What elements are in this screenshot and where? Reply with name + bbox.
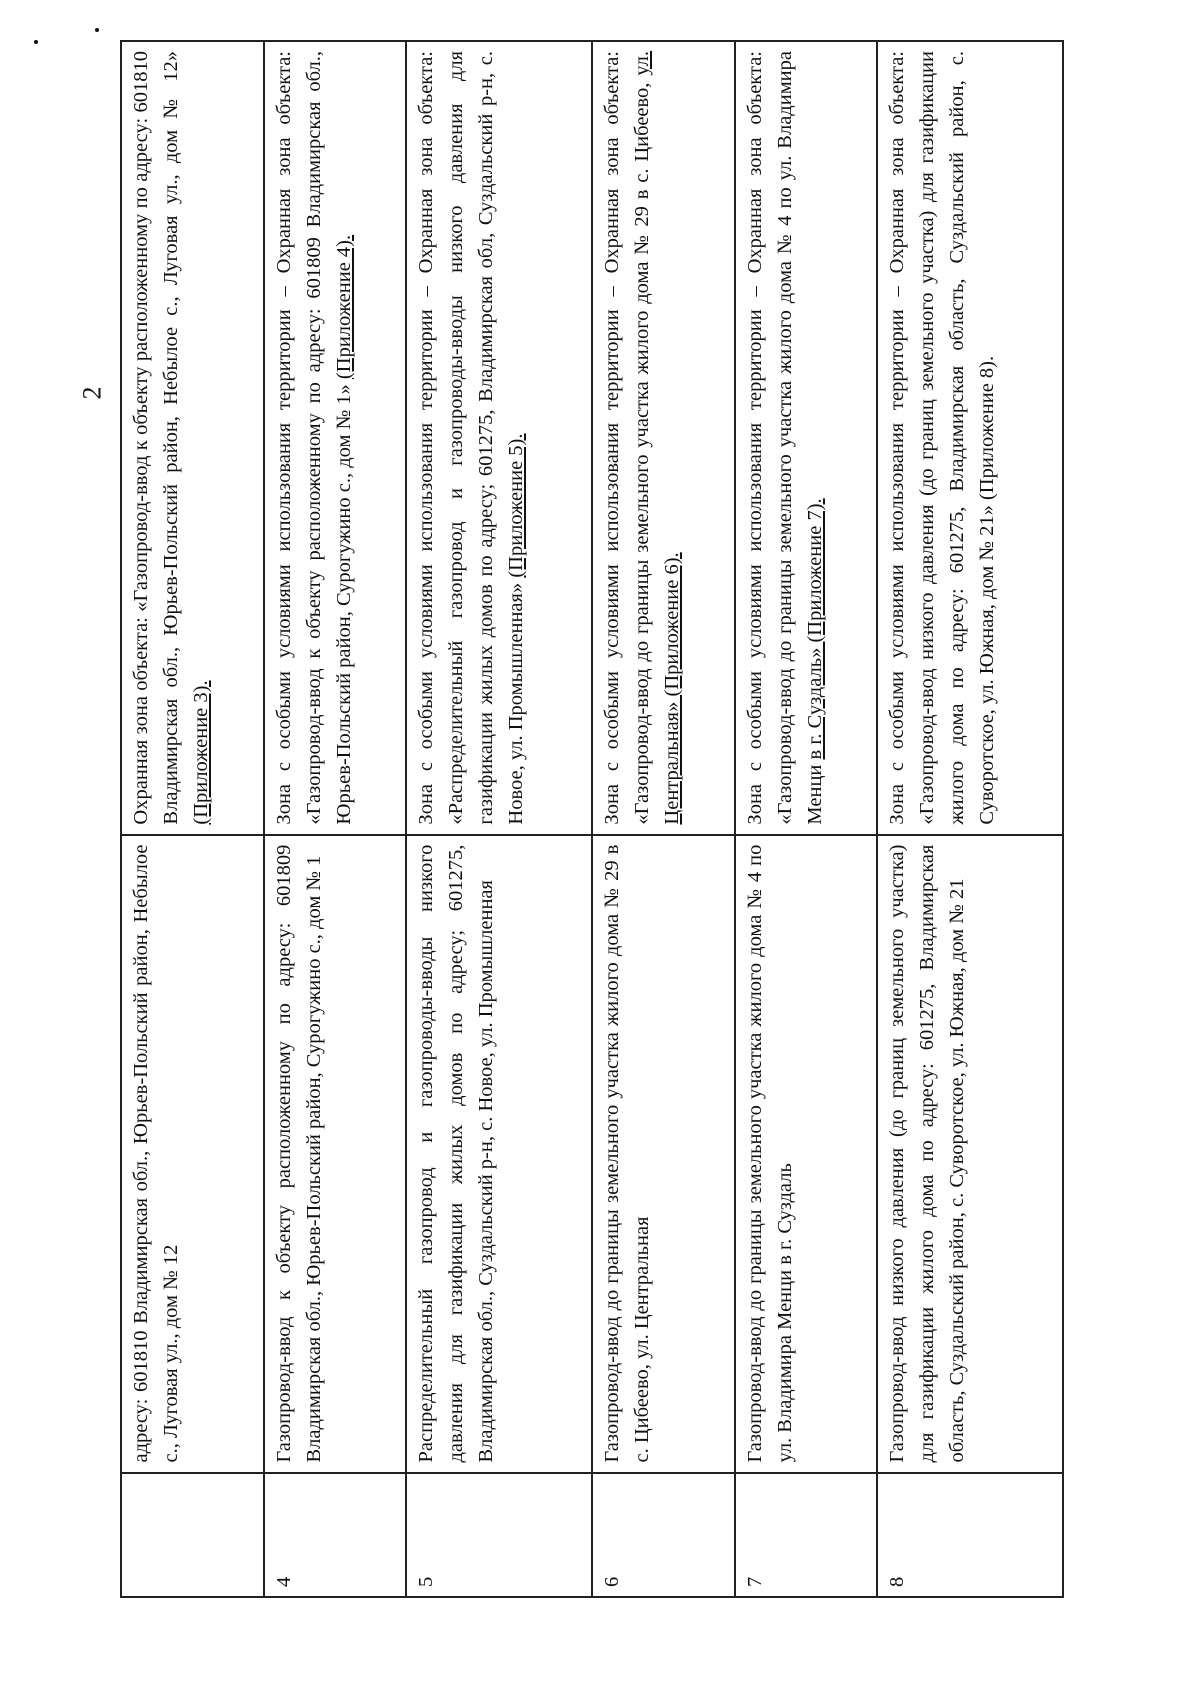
appendix-reference: в г. Суздаль» (Приложение 7). xyxy=(803,498,826,760)
row-number: 5 xyxy=(406,1473,592,1597)
object-name-cell: Газопровод-ввод к объекту расположенному по адресу: 601809 Владимирская обл., Юрьев-Польский район, Сурогужино с., дом № 1 xyxy=(264,835,407,1473)
zone-text: Зона с особыми условиями использования территории – Охранная зона объекта: «Газопровод-ввод до границы земельного участка жилого дома № 29 в с. Цибеево, xyxy=(600,51,653,825)
page-number: 2 xyxy=(77,386,107,400)
table-row xyxy=(592,41,735,1597)
table-row xyxy=(877,41,1063,1597)
zone-description-cell xyxy=(592,41,735,835)
zone-description-cell xyxy=(264,41,407,835)
row-number: 4 xyxy=(264,1473,407,1597)
table-body xyxy=(121,41,1063,1597)
table-row xyxy=(735,41,878,1597)
zone-text: Зона с особыми условиями использования территории – Охранная зона объекта: «Газопровод-ввод к объекту расположенному по адресу: 601809 Владимирская обл., Юрьев-Польский район, Сурогужино с., дом № 1» xyxy=(272,51,355,825)
zone-text: Охранная зона объекта: «Газопровод-ввод к объекту расположенному по адресу: 601810 Владимирская обл., Юрьев-Польский район, Небылое с., Луговая ул., дом № 12» xyxy=(130,51,182,825)
document-page xyxy=(120,40,1064,1598)
zone-description-cell xyxy=(121,41,264,835)
row-number: 8 xyxy=(877,1473,1063,1597)
scan-speck xyxy=(95,28,99,32)
table-row xyxy=(406,41,592,1597)
table-row xyxy=(121,41,264,1597)
object-name-cell: Распределительный газопровод и газопроводы-вводы низкого давления для газификации жилых домов по адресу; 601275, Владимирская обл., Суздальский р-н, с. Новое, ул. Промышленная xyxy=(406,835,592,1473)
row-number: 7 xyxy=(735,1473,878,1597)
object-name-cell: адресу: 601810 Владимирская обл., Юрьев-Польский район, Небылое с., Луговая ул., дом № 12 xyxy=(121,835,264,1473)
zone-description-cell xyxy=(406,41,592,835)
row-number xyxy=(121,1473,264,1597)
object-name-cell: Газопровод-ввод до границы земельного участка жилого дома № 29 в с. Цибеево, ул. Центральная xyxy=(592,835,735,1473)
row-number: 6 xyxy=(592,1473,735,1597)
zones-table xyxy=(120,40,1064,1598)
zone-description-cell xyxy=(877,41,1063,835)
object-name-cell: Газопровод-ввод до границы земельного участка жилого дома № 4 по ул. Владимира Менци в г. Суздаль xyxy=(735,835,878,1473)
table-row xyxy=(264,41,407,1597)
zone-text: Зона с особыми условиями использования территории – Охранная зона объекта: «Распределительный газопровод и газопроводы-вводы низкого давления для газификации жилых домов по адресу; 601275, Владимирская обл, Суздальский р-н, с. Новое, ул. Промышленная» xyxy=(415,51,528,825)
appendix-reference: (Приложение 4). xyxy=(332,234,355,380)
zone-text: Зона с особыми условиями использования территории – Охранная зона объекта: «Газопровод-ввод до границы земельного участка жилого дома № 4 по ул. Владимира Менци xyxy=(743,51,826,825)
appendix-reference: (Приложение 5). xyxy=(505,433,528,578)
appendix-reference: ул. Центральная» (Приложение 6). xyxy=(630,50,683,825)
scan-speck xyxy=(34,40,38,44)
appendix-reference: (Приложение 3). xyxy=(190,680,212,825)
zone-description-cell xyxy=(735,41,878,835)
zone-text: Зона с особыми условиями использования территории – Охранная зона объекта: «Газопровод-ввод низкого давления (до границ земельного участка) для газификации жилого дома по адресу: 601275, Владимирская область, Суздальский район, с. Суворотское, ул. Южная, дом № 21» (Приложение 8). xyxy=(886,51,999,825)
object-name-cell: Газопровод-ввод низкого давления (до границ земельного участка) для газификации жилого дома по адресу: 601275, Владимирская область, Суздальский район, с. Суворотское, ул. Южная, дом № 21 xyxy=(877,835,1063,1473)
